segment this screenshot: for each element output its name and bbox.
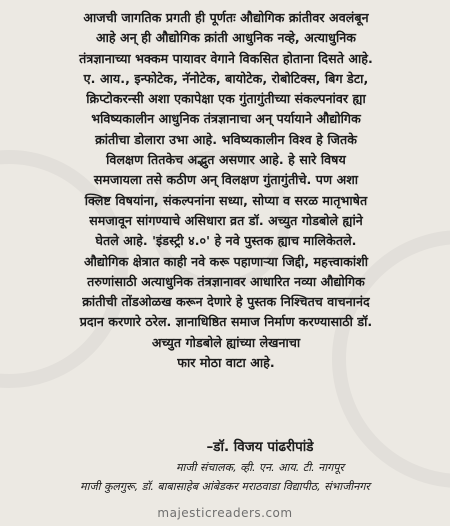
text-line: प्रदान करणारे ठरेल. ज्ञानाधिष्ठित समाज निर्माण करण्यासाठी डॉ.: [79, 314, 373, 330]
text-line: ए. आय., इन्फोटेक, नॅनोटेक, बायोटेक, रोबोटिक्स, बिग डेटा,: [83, 70, 369, 86]
signature-role: माजी संचालक, व्ही. एन. आय. टी. नागपूर: [175, 461, 345, 474]
signature-name: –डॉ. विजय पांढरीपांडे: [206, 439, 314, 455]
signature-role: माजी कुलगुरू, डॉ. बाबासाहेब आंबेडकर मराठवाडा विद्यापीठ, संभाजीनगर: [80, 480, 370, 493]
text-line: समजायला तसे कठीण अन् विलक्षण गुंतागुंतीचे. पण अशा: [93, 172, 359, 188]
watermark-text: majesticreaders.com: [157, 506, 293, 520]
review-paragraph: [14, 8, 438, 373]
text-line: क्रांतीचा डोलारा उभा आहे. भविष्यकालीन विश्व हे जितके: [95, 131, 357, 147]
text-line: समजावून सांगण्याचे असिधारा व्रत डॉ. अच्युत गोडबोले ह्यांने: [89, 212, 363, 228]
text-line: आहे अन् ही औद्योगिक क्रांती आधुनिक नव्हे, अत्याधुनिक: [95, 30, 357, 46]
text-line: औद्योगिक क्षेत्रात काही नवे करू पहाणाऱ्या जिद्दी, महत्त्वाकांशी: [83, 253, 369, 269]
text-line: भविष्यकालीन आधुनिक तंत्रज्ञानाचा अन् पर्यायाने औद्योगिक: [91, 111, 361, 127]
text-line: क्रांतीची तोंडओळख करून देणारे हे पुस्तक निश्चितच वाचनानंद: [82, 294, 370, 310]
text-line: विलक्षण तितकेच अद्भुत असणार आहे. हे सारे विषय: [106, 152, 346, 168]
text-line: घेतले आहे. 'इंडस्ट्री ४.०' हे नवे पुस्तक ह्याच मालिकेतले.: [95, 233, 357, 249]
text-line: क्रिप्टोकरन्सी अशा एकापेक्षा एक गुंतागुंतीच्या संकल्पनांवर ह्या: [86, 91, 366, 107]
text-line: अच्युत गोडबोले ह्यांच्या लेखनाचा: [151, 334, 301, 350]
text-line: तंत्रज्ञानाच्या भक्कम पायावर वेगाने विकसित होताना दिसते आहे.: [79, 50, 373, 66]
text-line: तरुणांसाठी अत्याधुनिक तंत्रज्ञानावर आधारित नव्या औद्योगिक: [87, 273, 365, 289]
text-line: क्लिष्ट विषयांना, संकल्पनांना सध्या, सोप्या व सरळ मातृभाषेत: [84, 192, 368, 208]
text-line: आजची जागतिक प्रगती ही पूर्णतः औद्योगिक क्रांतीवर अवलंबून: [83, 10, 369, 25]
text-line: फार मोठा वाटा आहे.: [177, 355, 275, 371]
